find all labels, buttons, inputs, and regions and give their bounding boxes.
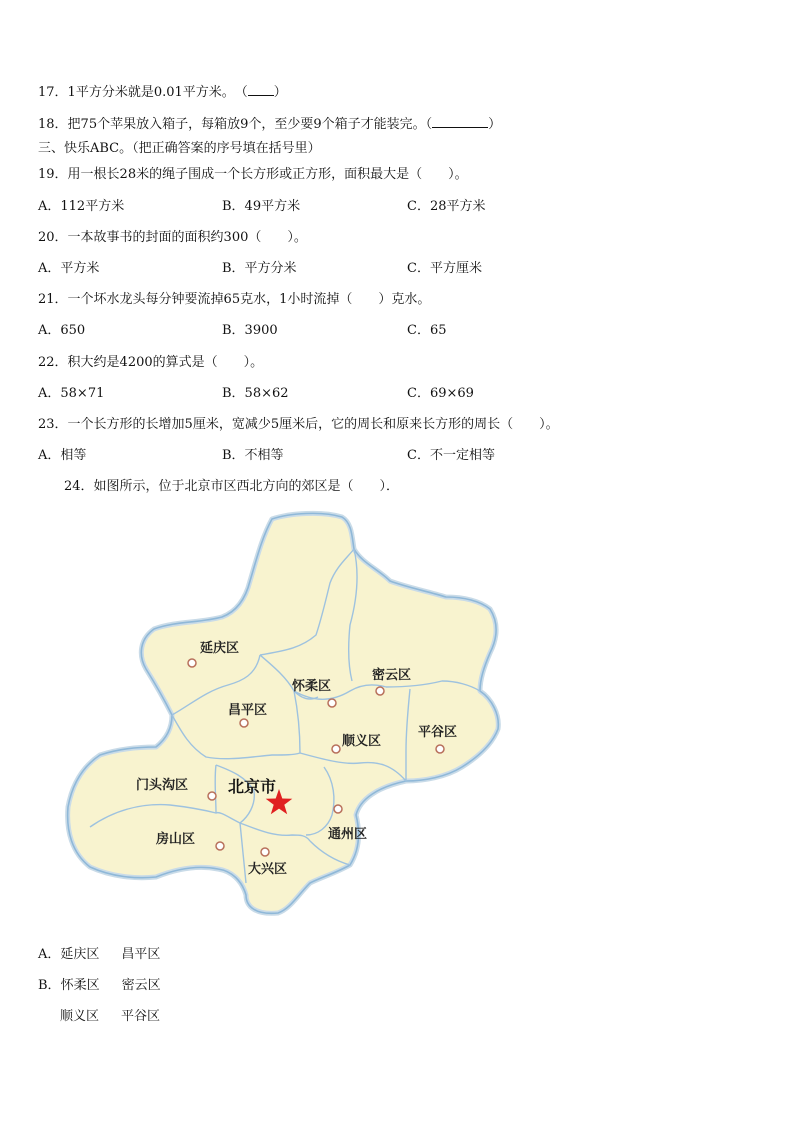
question-21: 21．一个坏水龙头每分钟要流掉65克水，1小时流掉（ ）克水。 (38, 292, 431, 307)
option-24-a-item-2: 昌平区 (121, 947, 161, 962)
option-24-c-item-1: 顺义区 (60, 1009, 100, 1024)
option-23-a[interactable]: A．相等 (38, 448, 87, 463)
option-24-a-item-1: 延庆区 (60, 947, 100, 962)
answer-blank-17[interactable] (248, 82, 274, 96)
question-17: 17．1平方分米就是0.01平方米。 （ ） (38, 82, 287, 102)
label-pinggu: 平谷区 (418, 725, 458, 740)
label-changping: 昌平区 (228, 703, 268, 718)
option-23-b[interactable]: B．不相等 (222, 448, 284, 463)
map-land (68, 513, 499, 913)
label-fangshan: 房山区 (156, 832, 196, 847)
district-dot-fangshan (216, 842, 224, 850)
label-yanqing: 延庆区 (200, 641, 240, 656)
district-dot-yanqing (188, 659, 196, 667)
label-miyun: 密云区 (372, 668, 412, 683)
question-18: 18．把75个苹果放入箱子，每箱放9个，至少要9个箱子才能装完。（ ） (38, 114, 501, 134)
label-beijing-city: 北京市 (228, 777, 277, 796)
option-23-c[interactable]: C．不一定相等 (407, 448, 495, 463)
label-tongzhou: 通州区 (328, 827, 368, 842)
district-dot-huairou (328, 699, 336, 707)
option-24-b-item-1: 怀柔区 (60, 978, 100, 993)
section-heading: 三、快乐ABC。（把正确答案的序号填在括号里） (38, 141, 321, 156)
label-huairou: 怀柔区 (292, 679, 332, 694)
option-21-b[interactable]: B．3900 (222, 323, 278, 338)
district-dot-changping (240, 719, 248, 727)
option-24-b[interactable]: B．怀柔区 密云区 (38, 978, 161, 993)
question-23: 23．一个长方形的长增加5厘米，宽减少5厘米后，它的周长和原来长方形的周长（ ）。 (38, 417, 559, 432)
district-dot-mentougou (208, 792, 216, 800)
question-18-text: 18．把75个苹果放入箱子，每箱放9个，至少要9个箱子才能装完。（ (38, 117, 433, 132)
option-21-a[interactable]: A．650 (38, 323, 86, 338)
option-21-c[interactable]: C．65 (407, 323, 447, 338)
option-20-a[interactable]: A．平方米 (38, 261, 100, 276)
district-dot-pinggu (436, 745, 444, 753)
option-22-a[interactable]: A．58×71 (38, 386, 105, 401)
question-20: 20．一本故事书的封面的面积约300（ ）。 (38, 230, 307, 245)
option-20-c[interactable]: C．平方厘米 (407, 261, 482, 276)
option-22-b[interactable]: B．58×62 (222, 386, 289, 401)
option-22-c[interactable]: C．69×69 (407, 386, 474, 401)
district-dot-tongzhou (334, 805, 342, 813)
answer-blank-18[interactable] (432, 114, 488, 128)
option-24-c-item-2: 平谷区 (121, 1009, 161, 1024)
option-20-b[interactable]: B．平方分米 (222, 261, 297, 276)
beijing-district-map (60, 505, 510, 935)
question-22: 22．积大约是4200的算式是（ ）。 (38, 355, 264, 370)
district-dot-daxing (261, 848, 269, 856)
label-mentougou: 门头沟区 (136, 778, 189, 793)
option-19-a[interactable]: A．112平方米 (38, 199, 125, 214)
district-dot-shunyi (332, 745, 340, 753)
option-24-a[interactable]: A．延庆区 昌平区 (38, 947, 161, 962)
option-24-b-item-2: 密云区 (121, 978, 161, 993)
option-24-c[interactable] (60, 1008, 160, 1026)
question-19: 19．用一根长28米的绳子围成一个长方形或正方形，面积最大是（ ）。 (38, 167, 468, 182)
label-daxing: 大兴区 (248, 862, 288, 877)
district-dot-miyun (376, 687, 384, 695)
option-19-c[interactable]: C．28平方米 (407, 199, 486, 214)
option-19-b[interactable]: B．49平方米 (222, 199, 301, 214)
question-17-text: 17．1平方分米就是0.01平方米。 （ (38, 85, 248, 100)
question-24: 24．如图所示，位于北京市区西北方向的郊区是（ ）． (64, 479, 400, 494)
label-shunyi: 顺义区 (342, 734, 382, 749)
